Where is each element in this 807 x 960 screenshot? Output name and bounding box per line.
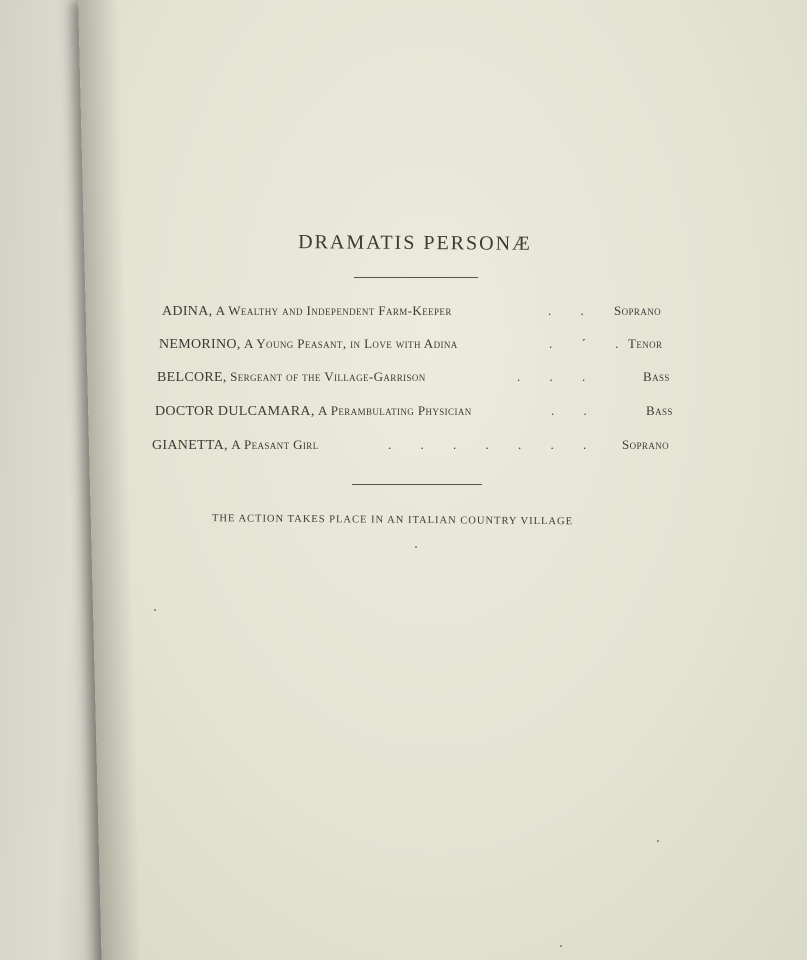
voice-type: Soprano <box>622 437 670 452</box>
character-description: A Young Peasant, in Love with Adina <box>244 336 458 351</box>
cast-row-adina <box>162 303 662 323</box>
character-name: ADINA, <box>162 304 213 319</box>
paper-speck <box>657 840 659 842</box>
leader-dots: . ´ . <box>549 336 632 351</box>
character-name: NEMORINO, <box>159 337 241 352</box>
voice-type: Bass <box>646 403 673 418</box>
voice-type: Bass <box>643 369 670 384</box>
cast-divider <box>352 484 482 485</box>
setting-note: THE ACTION TAKES PLACE IN AN ITALIAN COUNTRY VILLAGE <box>211 513 574 528</box>
leader-dots: . . . <box>517 369 599 384</box>
character-name: GIANETTA, <box>152 438 228 453</box>
voice-type: Tenor <box>628 336 663 351</box>
character-description: Sergeant of the Village-Garrison <box>230 369 426 384</box>
cast-row-nemorino <box>159 336 663 356</box>
leader-dots: . . <box>551 403 600 418</box>
paper-speck <box>560 945 562 947</box>
title-divider <box>354 277 478 278</box>
paper-speck <box>415 546 417 548</box>
character-description: A Wealthy and Independent Farm-Keeper <box>215 303 452 318</box>
character-description: A Peasant Girl <box>231 437 319 452</box>
leader-dots: . . <box>548 303 597 318</box>
paper-speck <box>154 609 156 611</box>
character-description: A Perambulating Physician <box>318 403 472 418</box>
cast-row-gianetta <box>152 437 670 457</box>
leader-dots: . . . . . . . <box>388 437 600 452</box>
character-name: BELCORE, <box>157 370 227 385</box>
voice-type: Soprano <box>614 303 662 318</box>
page-title: DRAMATIS PERSONÆ <box>298 231 532 255</box>
cast-row-dulcamara <box>155 403 673 423</box>
character-name: DOCTOR DULCAMARA, <box>155 404 315 419</box>
cast-row-belcore <box>157 369 670 389</box>
